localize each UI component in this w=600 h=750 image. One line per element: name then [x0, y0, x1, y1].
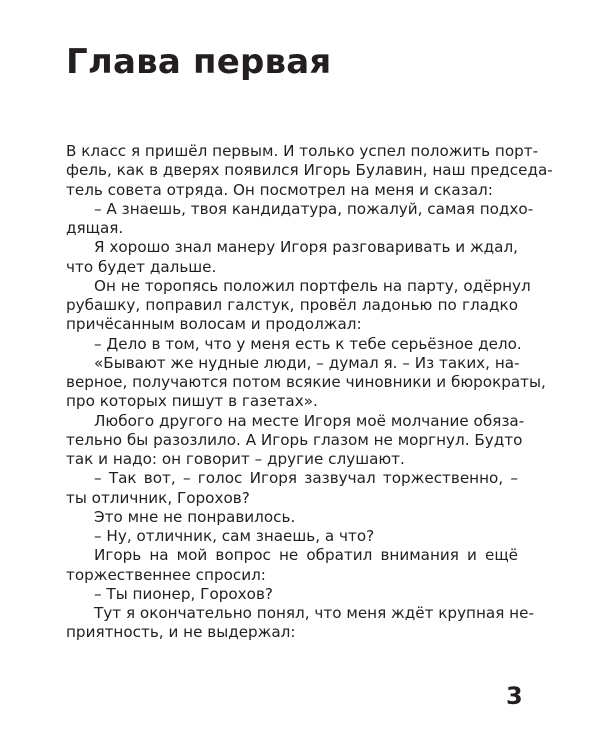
text-line: тель совета отряда. Он посмотрел на меня и сказал:: [66, 180, 493, 199]
text-line: Тут я окончательно понял, что меня ждёт крупная не-: [94, 604, 534, 622]
text-line: рубашку, поправил галстук, провёл ладонью по гладко: [66, 296, 518, 314]
text-line: Это мне не понравилось.: [94, 507, 296, 526]
text-line: торжественнее спросил:: [66, 565, 266, 584]
text-line: Игорь на мой вопрос не обратил внимания и ещё: [94, 546, 518, 565]
page-number: 3: [506, 682, 523, 710]
text-line: причёсанным волосам и продолжал:: [66, 315, 362, 334]
text-line: дящая.: [66, 219, 124, 237]
text-line: Он не торопясь положил портфель на парту, одёрнул: [94, 276, 531, 295]
text-line: – А знаешь, твоя кандидатура, пожалуй, самая подхо-: [94, 199, 534, 218]
text-line: – Дело в том, что у меня есть к тебе серьёзное дело.: [94, 334, 522, 353]
text-line: В класс я пришёл первым. И только успел положить порт-: [66, 142, 539, 160]
text-line: Я хорошо знал манеру Игоря разговаривать и ждал,: [94, 238, 518, 257]
text-line: что будет дальше.: [66, 257, 217, 276]
text-line: так и надо: он говорит – другие слушают.: [66, 450, 405, 468]
text-line: «Бывают же нудные люди, – думал я. – Из таких, на-: [94, 353, 520, 372]
text-line: тельно бы разозлило. А Игорь глазом не моргнул. Будто: [66, 430, 523, 449]
text-line: – Ну, отличник, сам знаешь, а что?: [94, 527, 375, 545]
text-line: – Так вот, – голос Игоря зазвучал торжественно, –: [94, 469, 518, 488]
text-line: фель, как в дверях появился Игорь Булавин, наш председа-: [66, 161, 553, 180]
text-line: Любого другого на месте Игоря моё молчание обяза-: [94, 411, 525, 430]
text-line: верное, получаются потом всякие чиновники и бюрократы,: [66, 373, 546, 391]
text-line: приятность, и не выдержал:: [66, 623, 296, 642]
text-line: – Ты пионер, Горохов?: [94, 584, 273, 603]
chapter-title: Глава первая: [66, 42, 332, 82]
text-line: ты отличник, Горохов?: [66, 488, 250, 507]
body-text: [66, 142, 553, 643]
text-line: про которых пишут в газетах».: [66, 392, 318, 411]
